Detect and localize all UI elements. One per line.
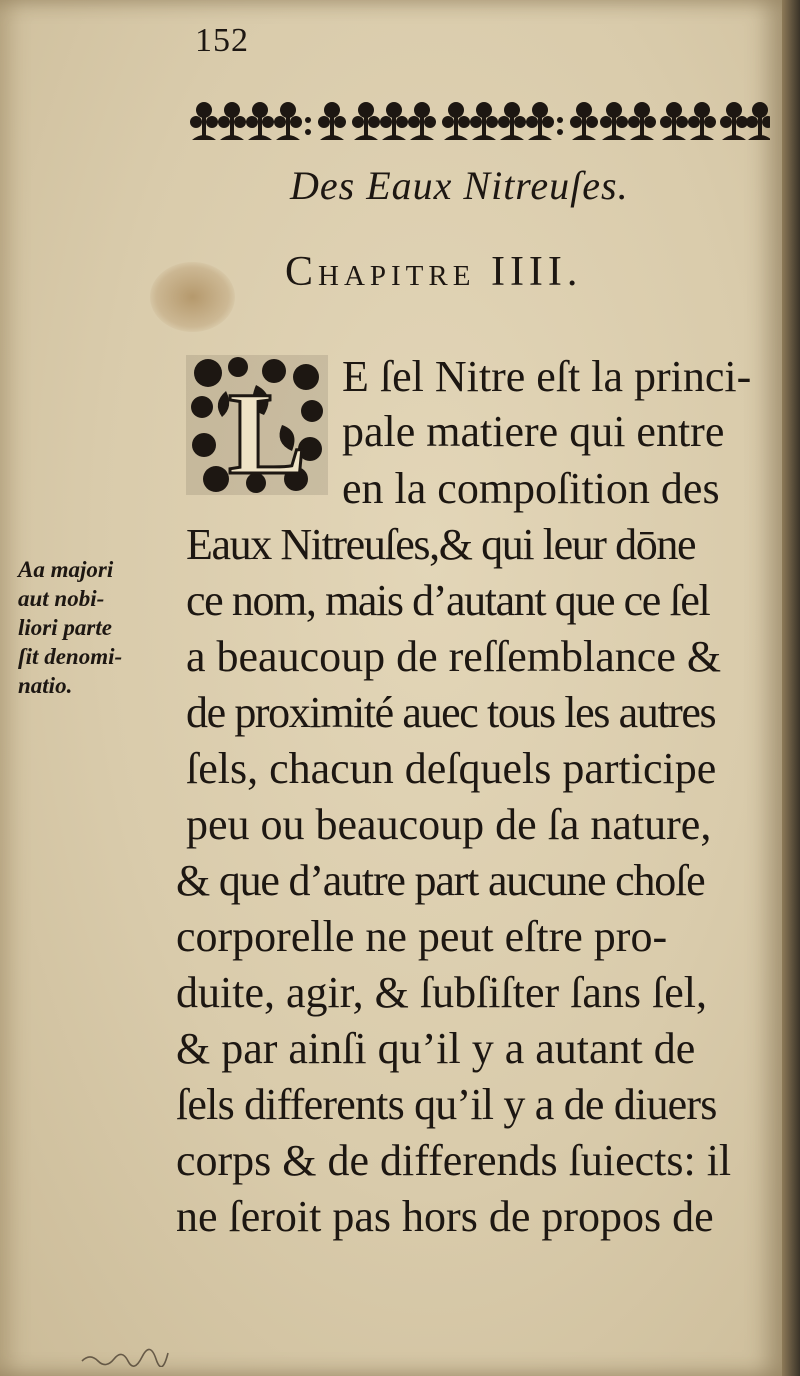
page-gutter-edge [782,0,800,1376]
page-number: 152 [195,22,249,59]
text-line: ne ſeroit pas hors de propos de [176,1192,714,1241]
margin-note-line: ſit denomi- [18,644,123,669]
section-title: Des Eaux Nitreuſes. [290,163,629,208]
margin-note-line: aut nobi- [18,586,105,611]
water-stain [150,262,235,332]
margin-note-line: liori parte [18,615,112,640]
ink-scribble [80,1345,170,1367]
drop-cap-letter: L [228,368,307,495]
text-line: corps & de differends ſuiects: il [176,1136,732,1185]
text-line: duite, agir, & ſubſiſter ſans ſel, [176,968,708,1017]
text-line: corporelle ne peut eſtre pro- [176,912,668,961]
text-line: peu ou beaucoup de ſa nature, [186,800,712,849]
margin-note-line: natio. [18,673,73,698]
fleuron-ornament-band [190,96,770,152]
margin-note-line: Aa majori [18,557,114,582]
text-line: Eaux Nitreuſes,& qui leur dōne [186,520,696,569]
text-line: pale matiere qui entre [342,407,725,456]
decorated-initial-l [186,355,328,495]
text-line: de proximité auec tous les autres [186,688,716,737]
chapter-heading: Chapitre IIII. [285,249,583,295]
text-line: ce nom, mais d’autant que ce ſel [186,576,710,625]
text-line: ſels differents qu’il y a de diuers [176,1080,717,1129]
margin-note [18,555,178,700]
text-line: a beaucoup de reſſemblance & [186,632,722,681]
text-line: & que d’autre part aucune choſe [176,856,705,905]
text-line: ſels, chacun deſquels participe [186,744,717,793]
text-line: E ſel Nitre eſt la princi- [342,352,752,401]
text-line: en la compoſition des [342,464,720,513]
text-line: & par ainſi qu’il y a autant de [176,1024,696,1073]
